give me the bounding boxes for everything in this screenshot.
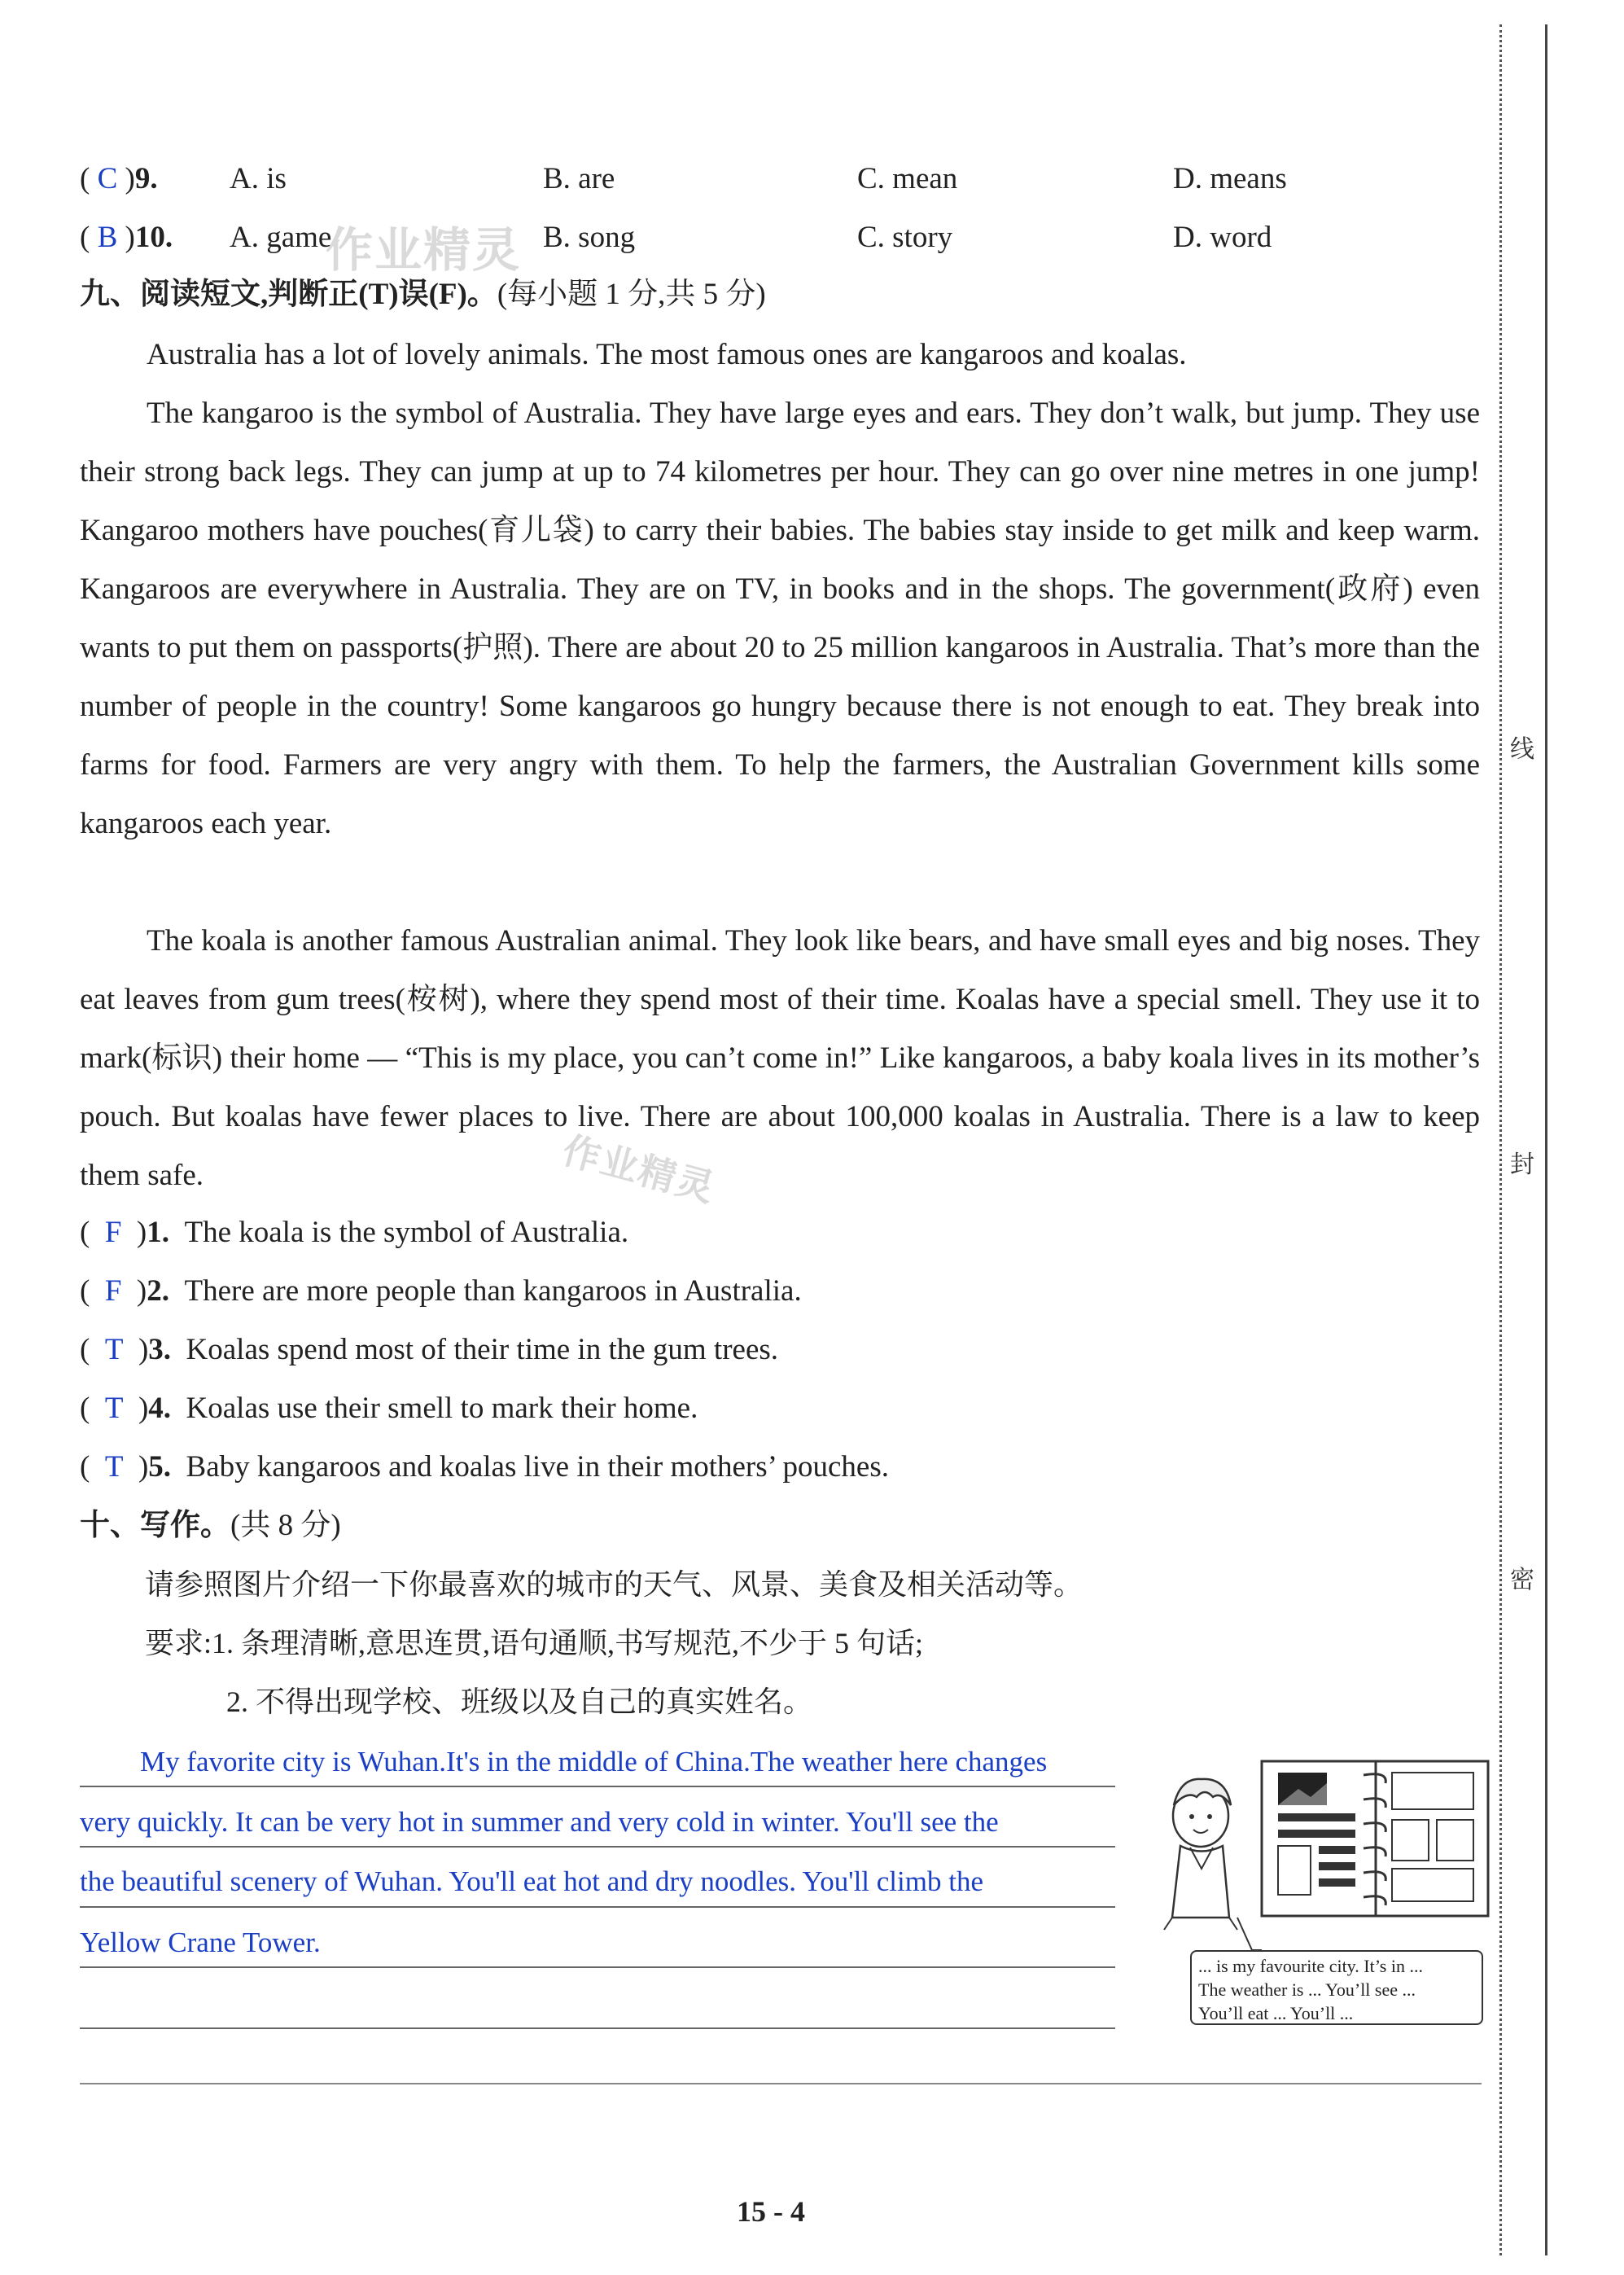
- option-a: A. game: [230, 221, 332, 254]
- answer-mark: F: [104, 1274, 122, 1308]
- item-text: The koala is the symbol of Australia.: [184, 1216, 629, 1249]
- question-number: 9.: [134, 162, 158, 195]
- writing-rule-line-1: [80, 1786, 1115, 1787]
- margin-label-feng: 封: [1510, 1151, 1534, 1178]
- binding-dotted-line: [1499, 24, 1502, 2255]
- bubble-line-2: The weather is ... You’ll see ...: [1198, 1979, 1416, 2000]
- writing-requirement-1: 要求:1. 条理清晰,意思连贯,语句通顺,书写规范,不少于 5 句话;: [145, 1627, 924, 1659]
- illustration: [1156, 1755, 1490, 2023]
- bubble-line-1: ... is my favourite city. It’s in ...: [1198, 1956, 1423, 1976]
- tf-item-4: ( T )4. Koalas use their smell to mark their home.: [80, 1392, 698, 1425]
- answer-mark: T: [104, 1450, 124, 1484]
- margin-label-mi: 密: [1510, 1567, 1534, 1593]
- tf-item-5: ( T )5. Baby kangaroos and koalas live in their mothers’ pouches.: [80, 1450, 889, 1484]
- item-text: Baby kangaroos and koalas live in their mothers’ pouches.: [186, 1450, 889, 1484]
- writing-requirement-2: 2. 不得出现学校、班级以及自己的真实姓名。: [226, 1685, 813, 1718]
- answer-mark: F: [104, 1216, 122, 1249]
- speech-bubble: [1190, 1950, 1483, 2025]
- answer-line-4: Yellow Crane Tower.: [80, 1927, 321, 1958]
- answer-mark: B: [97, 221, 118, 254]
- option-b: B. song: [543, 221, 636, 254]
- passage-paragraph-3: The koala is another famous Australian animal. They look like bears, and have small eyes and big noses. They eat leaves from gum trees(桉树), where they spend most of their time. Koalas have a special smell. They use it to mark(标识) their home — “This is my place, you can’t come in!” Like kangaroos, a baby koala lives in its mother’s pouch. But koalas have fewer places to live. There are about 100,000 koalas in Australia. There is a law to keep them safe.: [80, 924, 1480, 1192]
- watermark-top: 作业精灵: [326, 224, 522, 277]
- item-text: There are more people than kangaroos in Australia.: [184, 1274, 802, 1308]
- bottom-rule-line: [80, 2083, 1482, 2084]
- page-number: 15 - 4: [737, 2195, 805, 2228]
- item-number: 4.: [148, 1392, 172, 1425]
- item-number: 2.: [147, 1274, 169, 1308]
- section-9-title: 九、阅读短文,判断正(T)误(F)。: [80, 278, 497, 311]
- item-text: Koalas use their smell to mark their home.: [186, 1392, 698, 1425]
- answer-mark: T: [104, 1333, 124, 1366]
- section-9-heading: [80, 277, 766, 313]
- writing-rule-line-3: [80, 1906, 1115, 1908]
- margin-label-xian: 线: [1510, 736, 1534, 763]
- writing-rule-line-4: [80, 1966, 1115, 1968]
- item-number: 5.: [148, 1450, 172, 1484]
- option-c: C. story: [857, 221, 953, 254]
- answer-line-2: very quickly. It can be very hot in summer and very cold in winter. You'll see the: [80, 1806, 999, 1838]
- watermark-middle: 作业精灵: [558, 1129, 720, 1210]
- section-10-heading: [80, 1508, 341, 1544]
- question-number: 10.: [134, 221, 173, 254]
- option-c: C. mean: [857, 162, 958, 195]
- section-10-score: (共 8 分): [230, 1509, 341, 1542]
- item-text: Koalas spend most of their time in the gum trees.: [186, 1333, 779, 1366]
- tf-item-3: ( T )3. Koalas spend most of their time in the gum trees.: [80, 1333, 779, 1366]
- writing-rule-line-2: [80, 1846, 1115, 1848]
- passage-paragraph-1: Australia has a lot of lovely animals. The most famous ones are kangaroos and koalas.: [147, 338, 1187, 371]
- answer-mark: C: [97, 162, 118, 195]
- writing-instruction: 请参照图片介绍一下你最喜欢的城市的天气、风景、美食及相关活动等。: [145, 1568, 1083, 1601]
- writing-rule-line-5: [80, 2027, 1115, 2029]
- answer-line-3: the beautiful scenery of Wuhan. You'll eat hot and dry noodles. You'll climb the: [80, 1865, 983, 1897]
- passage-paragraph-2: The kangaroo is the symbol of Australia. They have large eyes and ears. They don’t walk, but jump. They use their strong back legs. They can jump at up to 74 kilometres per hour. They can go over nine metres in one jump! Kangaroo mothers have pouches(育儿袋) to carry their babies. The babies stay inside to get milk and keep warm. Kangaroos are everywhere in Australia. They are on TV, in books and in the shops. The government(政府) even wants to put them on passports(护照). There are about 20 to 25 million kangaroos in Australia. That’s more than the number of people in the country! Some kangaroos go hungry because there is not enough to eat. They break into farms for food. Farmers are very angry with them. To help the farmers, the Australian Government kills some kangaroos each year.: [80, 397, 1480, 840]
- item-number: 1.: [147, 1216, 169, 1249]
- answer-line-1: My favorite city is Wuhan.It's in the middle of China.The weather here changes: [140, 1746, 1048, 1777]
- option-a: A. is: [230, 162, 287, 195]
- section-10-title: 十、写作。: [80, 1509, 230, 1542]
- tf-item-2: ( F )2. There are more people than kangaroos in Australia.: [80, 1274, 802, 1308]
- bubble-line-3: You’ll eat ... You’ll ...: [1198, 2003, 1354, 2023]
- tf-item-1: ( F )1. The koala is the symbol of Australia.: [80, 1216, 629, 1249]
- option-b: B. are: [543, 162, 615, 195]
- item-number: 3.: [148, 1333, 172, 1366]
- answer-mark: T: [104, 1392, 124, 1425]
- option-d: D. means: [1173, 162, 1287, 195]
- binding-solid-line: [1545, 24, 1547, 2255]
- option-d: D. word: [1173, 221, 1272, 254]
- section-9-score: (每小题 1 分,共 5 分): [497, 278, 766, 311]
